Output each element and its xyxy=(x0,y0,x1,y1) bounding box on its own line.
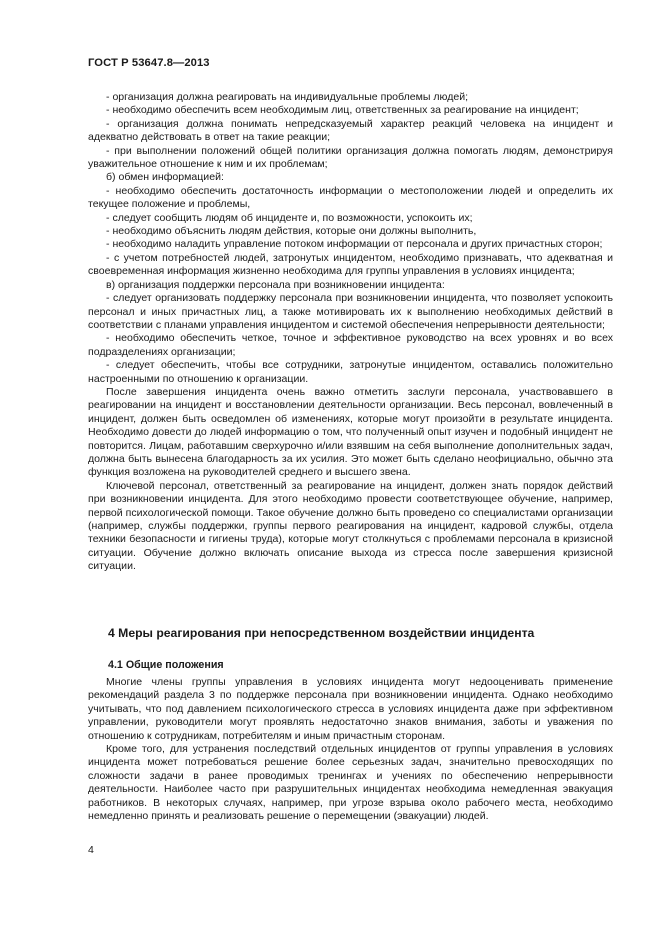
body-text xyxy=(88,91,613,574)
standard-id-header: ГОСТ Р 53647.8—2013 xyxy=(88,57,210,69)
paragraph: - необходимо обеспечить четкое, точное и эффективное руководство на всех уровнях и во всех подразделениях организации; xyxy=(88,332,613,358)
paragraph: - при выполнении положений общей политики организация должна помогать людям, демонстрируя уважительное отношение к ним и их проблемам; xyxy=(88,144,613,171)
paragraph: Ключевой персонал, ответственный за реагирование на инцидент, должен знать порядок действий при возникновении инцидента. Для этого необходимо провести соответствующее обучение, например, первой психологической помощи. Такое обучение должно быть проведено со специалистами организации (например, службы поддержки, группы первого реагирования на инцидент, кадровой службы, отдела техники безопасности и гигиены труда), которые могут столкнуться с проблемами персонала в кризисной ситуации. Обучение должно включать описание выхода из стресса после завершения кризисной ситуации. xyxy=(88,479,613,573)
paragraph: - следует обеспечить, чтобы все сотрудники, затронутые инцидентом, оставались положительно настроенными по отношению к организации. xyxy=(88,359,613,385)
paragraph: - необходимо обеспечить достаточность информации о местоположении людей и определить их текущее положение и проблемы, xyxy=(88,184,613,211)
paragraph: После завершения инцидента очень важно отметить заслуги персонала, участвовавшего в реагировании на инцидент и восстановлении деятельности организации. Весь персонал, вовлеченный в инцидент, должен быть осведомлен об изменениях, которые могут произойти в результате инцидента. Необходимо довести до людей информацию о том, что полученный опыт изучен и подобный инцидент не повторится. Лицам, работавшим сверхурочно и/или взявшим на себя выполнение дополнительных задач, должна быть вынесена благодарность за их усилия. Это может быть сделано неофициально, обычно эта функция возложена на руководителей среднего и высшего звена. xyxy=(88,385,613,479)
subsection-heading: 4.1 Общие положения xyxy=(108,659,224,671)
page-number: 4 xyxy=(88,844,94,856)
paragraph: б) обмен информацией: xyxy=(106,171,224,184)
paragraph: в) организация поддержки персонала при возникновении инцидента: xyxy=(106,278,445,291)
paragraph: - необходимо обеспечить всем необходимым лиц, ответственных за реагирование на инцидент; xyxy=(106,104,579,117)
paragraph: - необходимо наладить управление потоком информации от персонала и других причастных сторон; xyxy=(106,238,603,251)
paragraph: Кроме того, для устранения последствий отдельных инцидентов от группы управления в условиях инцидента может потребоваться решение более серьезных задач, значительно превосходящих по сложности задачи в ранее проводимых тренингах и учениях по обеспечению непрерывности деятельности. Наиболее часто при разрушительных инцидентах необходима немедленная эвакуация работников. В некоторых случаях, например, при угрозе взрыва около рабочего места, необходимо немедленно принять и реализовать решение о перемещении (эвакуации) людей. xyxy=(88,743,613,823)
paragraph: - следует сообщить людям об инциденте и, по возможности, успокоить их; xyxy=(106,211,473,224)
paragraph: - необходимо объяснить людям действия, которые они должны выполнить, xyxy=(106,225,477,238)
paragraph: Многие члены группы управления в условиях инцидента могут недооценивать применение рекомендаций раздела 3 по поддержке персонала при возникновении инцидента. Однако необходимо учитывать, что под давлением психологического стресса в условиях инцидента даже при эффективном управлении, руководители могут проявлять недостаточно знаков внимания, заботы и уважения по отношению к сотрудникам, потребителям и иным причастным сторонам. xyxy=(88,676,613,742)
paragraph: - с учетом потребностей людей, затронутых инцидентом, необходимо признавать, что адекватная и своевременная информация жизненно необходима для группы управления в условиях инцидента; xyxy=(88,251,613,278)
section-body-text xyxy=(88,676,613,823)
section-heading: 4 Меры реагирования при непосредственном воздействии инцидента xyxy=(108,626,535,640)
paragraph: - организация должна понимать непредсказуемый характер реакций человека на инцидент и адекватно действовать в ответ на такие реакции; xyxy=(88,117,613,144)
paragraph: - следует организовать поддержку персонала при возникновении инцидента, что позволяет успокоить персонал и иных причастных лиц, а также мотивировать их к выполнению необходимых действий в соответствии с планами управления инцидентом и системой обеспечения непрерывности деятельности; xyxy=(88,292,613,331)
paragraph: - организация должна реагировать на индивидуальные проблемы людей; xyxy=(106,91,469,103)
